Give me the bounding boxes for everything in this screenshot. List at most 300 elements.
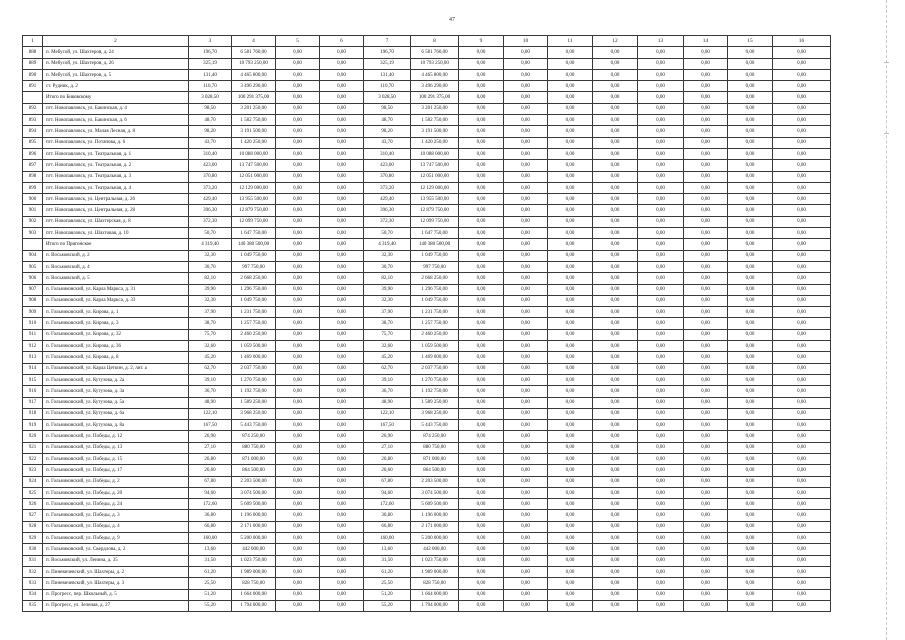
value-cell: 0,00 — [593, 228, 638, 239]
value-cell: 0,00 — [638, 589, 684, 600]
value-cell: 0,00 — [504, 216, 548, 227]
row-number-cell: 904 — [23, 250, 43, 261]
value-cell: 0,00 — [548, 555, 593, 566]
value-cell: 372,30 — [189, 216, 232, 227]
value-cell: 0,00 — [504, 115, 548, 126]
value-cell: 0,00 — [728, 352, 773, 363]
value-cell: 0,00 — [504, 126, 548, 137]
value-cell: 1 196 000,00 — [232, 510, 276, 521]
value-cell: 0,00 — [773, 363, 831, 374]
value-cell: 12 129 000,00 — [411, 182, 459, 193]
row-number-cell: 930 — [23, 544, 43, 555]
value-cell: 0,00 — [276, 420, 320, 431]
value-cell: 429,40 — [364, 194, 411, 205]
value-cell: 39,90 — [364, 284, 411, 295]
value-cell: 0,00 — [548, 92, 593, 103]
value-cell: 0,00 — [684, 329, 728, 340]
value-cell: 0,00 — [276, 160, 320, 171]
value-cell: 167,50 — [189, 420, 232, 431]
value-cell: 370,80 — [364, 171, 411, 182]
value-cell: 0,00 — [593, 171, 638, 182]
value-cell: 0,00 — [638, 69, 684, 80]
value-cell: 0,00 — [773, 58, 831, 69]
value-cell: 0,00 — [548, 408, 593, 419]
value-cell: 2 171 000,00 — [411, 521, 459, 532]
value-cell: 12 099 750,00 — [232, 216, 276, 227]
value-cell: 0,00 — [773, 148, 831, 159]
row-number-cell: 894 — [23, 126, 43, 137]
row-number-cell: 890 — [23, 69, 43, 80]
column-number-header: 6 — [320, 36, 364, 47]
value-cell: 1 049 750,00 — [232, 295, 276, 306]
value-cell: 2 037 750,00 — [411, 363, 459, 374]
value-cell: 0,00 — [320, 171, 364, 182]
address-cell: п. Восьмовский, д. 4 — [43, 261, 189, 272]
value-cell: 0,00 — [728, 307, 773, 318]
value-cell: 0,00 — [684, 453, 728, 464]
value-cell: 0,00 — [548, 284, 593, 295]
value-cell: 0,00 — [684, 521, 728, 532]
value-cell: 48,70 — [364, 115, 411, 126]
value-cell: 0,00 — [320, 499, 364, 510]
value-cell: 1 049 750,00 — [411, 250, 459, 261]
value-cell: 0,00 — [276, 239, 320, 250]
value-cell: 0,00 — [320, 47, 364, 58]
value-cell: 442 000,00 — [232, 544, 276, 555]
value-cell: 0,00 — [728, 318, 773, 329]
value-cell: 3 074 500,00 — [232, 487, 276, 498]
value-cell: 0,00 — [593, 81, 638, 92]
value-cell: 1 059 500,00 — [411, 341, 459, 352]
value-cell: 0,00 — [320, 465, 364, 476]
table-row — [23, 216, 831, 227]
value-cell: 140 380 500,00 — [411, 239, 459, 250]
value-cell: 0,00 — [548, 137, 593, 148]
value-cell: 0,00 — [684, 261, 728, 272]
value-cell: 0,00 — [459, 284, 504, 295]
row-number-cell: 910 — [23, 318, 43, 329]
value-cell: 0,00 — [773, 510, 831, 521]
value-cell: 0,00 — [459, 239, 504, 250]
value-cell: 0,00 — [593, 420, 638, 431]
value-cell: 4 465 800,00 — [232, 69, 276, 80]
column-number-header: 10 — [504, 36, 548, 47]
address-cell: пгт. Новопавловск, ул. Бакинская, д. 6 — [43, 115, 189, 126]
value-cell: 0,00 — [504, 160, 548, 171]
value-cell: 0,00 — [638, 363, 684, 374]
value-cell: 0,00 — [504, 205, 548, 216]
value-cell: 0,00 — [773, 261, 831, 272]
value-cell: 0,00 — [504, 589, 548, 600]
value-cell: 12 129 000,00 — [232, 182, 276, 193]
value-cell: 0,00 — [593, 465, 638, 476]
value-cell: 0,00 — [548, 363, 593, 374]
value-cell: 3 968 250,00 — [411, 408, 459, 419]
value-cell: 12 879 750,00 — [411, 205, 459, 216]
value-cell: 0,00 — [276, 600, 320, 611]
value-cell: 0,00 — [593, 476, 638, 487]
table-row — [23, 442, 831, 453]
value-cell: 0,00 — [638, 250, 684, 261]
value-cell: 0,00 — [638, 47, 684, 58]
value-cell: 50,70 — [189, 228, 232, 239]
value-cell: 1 664 000,00 — [232, 589, 276, 600]
value-cell: 110,70 — [364, 81, 411, 92]
value-cell: 0,00 — [638, 329, 684, 340]
value-cell: 0,00 — [638, 408, 684, 419]
value-cell: 0,00 — [638, 374, 684, 385]
value-cell: 880 750,00 — [232, 442, 276, 453]
value-cell: 0,00 — [320, 250, 364, 261]
value-cell: 1 192 750,00 — [411, 386, 459, 397]
value-cell: 423,00 — [189, 160, 232, 171]
value-cell: 0,00 — [504, 566, 548, 577]
value-cell: 0,00 — [459, 442, 504, 453]
value-cell: 0,00 — [320, 476, 364, 487]
value-cell: 0,00 — [320, 420, 364, 431]
table-row — [23, 521, 831, 532]
row-number-cell: 935 — [23, 600, 43, 611]
value-cell: 1 059 500,00 — [232, 341, 276, 352]
value-cell: 0,00 — [276, 521, 320, 532]
value-cell: 0,00 — [548, 148, 593, 159]
value-cell: 0,00 — [684, 544, 728, 555]
value-cell: 1 664 000,00 — [411, 589, 459, 600]
value-cell: 0,00 — [638, 126, 684, 137]
address-cell: п. Гольниковский, ул. Победы, д. 13 — [43, 442, 189, 453]
value-cell: 0,00 — [459, 295, 504, 306]
row-number-cell: 934 — [23, 589, 43, 600]
value-cell: 0,00 — [459, 578, 504, 589]
value-cell: 0,00 — [459, 487, 504, 498]
value-cell: 0,00 — [728, 273, 773, 284]
value-cell: 0,00 — [638, 578, 684, 589]
value-cell: 0,00 — [320, 408, 364, 419]
table-row — [23, 69, 831, 80]
value-cell: 0,00 — [638, 510, 684, 521]
value-cell: 98,20 — [189, 126, 232, 137]
value-cell: 0,00 — [320, 216, 364, 227]
value-cell: 55,20 — [189, 600, 232, 611]
table-row — [23, 205, 831, 216]
address-cell: п. Пиневичевский, ул. Шахтеры, д. 3 — [43, 578, 189, 589]
value-cell: 0,00 — [276, 216, 320, 227]
value-cell: 0,00 — [593, 194, 638, 205]
value-cell: 0,00 — [459, 160, 504, 171]
value-cell: 0,00 — [276, 533, 320, 544]
value-cell: 0,00 — [276, 386, 320, 397]
value-cell: 131,40 — [189, 69, 232, 80]
value-cell: 0,00 — [548, 533, 593, 544]
value-cell: 6 581 760,00 — [411, 47, 459, 58]
value-cell: 140 380 500,00 — [232, 239, 276, 250]
value-cell: 997 750,00 — [232, 261, 276, 272]
value-cell: 0,00 — [459, 341, 504, 352]
value-cell: 0,00 — [773, 239, 831, 250]
value-cell: 94,60 — [364, 487, 411, 498]
address-cell: пгт. Новопавловск, ул. Шахтовая, д. 10 — [43, 228, 189, 239]
value-cell: 0,00 — [459, 420, 504, 431]
value-cell: 0,00 — [684, 250, 728, 261]
table-row — [23, 374, 831, 385]
table-row — [23, 47, 831, 58]
value-cell: 25,50 — [364, 578, 411, 589]
value-cell: 122,10 — [189, 408, 232, 419]
value-cell: 0,00 — [638, 205, 684, 216]
table-row — [23, 566, 831, 577]
value-cell: 0,00 — [320, 589, 364, 600]
value-cell: 0,00 — [548, 578, 593, 589]
value-cell: 0,00 — [548, 295, 593, 306]
value-cell: 0,00 — [728, 295, 773, 306]
value-cell: 0,00 — [638, 453, 684, 464]
value-cell: 0,00 — [320, 397, 364, 408]
column-number-header: 5 — [276, 36, 320, 47]
address-cell: п. Гольниковский, ул. Кирова, д. 1 — [43, 307, 189, 318]
value-cell: 0,00 — [320, 510, 364, 521]
table-row — [23, 318, 831, 329]
value-cell: 0,00 — [548, 341, 593, 352]
value-cell: 864 500,00 — [232, 465, 276, 476]
value-cell: 0,00 — [276, 578, 320, 589]
value-cell: 0,00 — [773, 126, 831, 137]
value-cell: 0,00 — [504, 69, 548, 80]
row-number-cell: 912 — [23, 341, 43, 352]
value-cell: 0,00 — [276, 205, 320, 216]
value-cell: 110,70 — [189, 81, 232, 92]
address-cell: п. Гольниковский, ул. Карла Маркса, д. 31 — [43, 284, 189, 295]
value-cell: 0,00 — [638, 239, 684, 250]
value-cell: 0,00 — [728, 216, 773, 227]
value-cell: 0,00 — [320, 58, 364, 69]
value-cell: 0,00 — [684, 465, 728, 476]
value-cell: 0,00 — [728, 92, 773, 103]
value-cell: 0,00 — [593, 160, 638, 171]
table-row — [23, 160, 831, 171]
value-cell: 396,30 — [364, 205, 411, 216]
value-cell: 0,00 — [504, 533, 548, 544]
row-number-cell: 902 — [23, 216, 43, 227]
table-row — [23, 58, 831, 69]
value-cell: 0,00 — [638, 58, 684, 69]
column-number-header: 3 — [189, 36, 232, 47]
value-cell: 0,00 — [638, 465, 684, 476]
value-cell: 5 443 750,00 — [411, 420, 459, 431]
value-cell: 0,00 — [548, 171, 593, 182]
value-cell: 0,00 — [728, 126, 773, 137]
value-cell: 1 049 750,00 — [411, 295, 459, 306]
value-cell: 26,60 — [364, 465, 411, 476]
value-cell: 0,00 — [638, 81, 684, 92]
value-cell: 0,00 — [728, 544, 773, 555]
row-number-cell: 901 — [23, 205, 43, 216]
value-cell: 0,00 — [459, 250, 504, 261]
row-number-cell: 893 — [23, 115, 43, 126]
value-cell: 0,00 — [728, 386, 773, 397]
value-cell: 310,40 — [189, 148, 232, 159]
table-row — [23, 171, 831, 182]
value-cell: 0,00 — [459, 69, 504, 80]
register-table — [22, 35, 831, 612]
value-cell: 0,00 — [548, 261, 593, 272]
value-cell: 0,00 — [773, 533, 831, 544]
value-cell: 0,00 — [773, 69, 831, 80]
table-row — [23, 103, 831, 114]
value-cell: 3 496 290,00 — [232, 81, 276, 92]
value-cell: 13,60 — [189, 544, 232, 555]
value-cell: 0,00 — [548, 465, 593, 476]
value-cell: 0,00 — [684, 533, 728, 544]
value-cell: 874 250,00 — [232, 431, 276, 442]
value-cell: 0,00 — [459, 408, 504, 419]
value-cell: 0,00 — [773, 329, 831, 340]
value-cell: 871 000,00 — [411, 453, 459, 464]
value-cell: 1 420 250,00 — [411, 137, 459, 148]
row-number-cell: 924 — [23, 476, 43, 487]
value-cell: 0,00 — [504, 397, 548, 408]
value-cell: 0,00 — [276, 295, 320, 306]
value-cell: 0,00 — [320, 103, 364, 114]
value-cell: 0,00 — [638, 194, 684, 205]
row-number-cell: 911 — [23, 329, 43, 340]
value-cell: 26,90 — [189, 431, 232, 442]
value-cell: 0,00 — [684, 487, 728, 498]
register-body — [23, 36, 831, 612]
value-cell: 0,00 — [459, 126, 504, 137]
row-number-cell: 909 — [23, 307, 43, 318]
value-cell: 0,00 — [638, 261, 684, 272]
table-row — [23, 137, 831, 148]
value-cell: 0,00 — [320, 160, 364, 171]
value-cell: 1 582 750,00 — [232, 115, 276, 126]
value-cell: 0,00 — [459, 92, 504, 103]
value-cell: 310,40 — [364, 148, 411, 159]
value-cell: 0,00 — [276, 363, 320, 374]
value-cell: 0,00 — [320, 69, 364, 80]
value-cell: 1 420 250,00 — [232, 137, 276, 148]
value-cell: 0,00 — [459, 307, 504, 318]
value-cell: 0,00 — [276, 182, 320, 193]
value-cell: 0,00 — [504, 578, 548, 589]
value-cell: 880 750,00 — [411, 442, 459, 453]
value-cell: 0,00 — [593, 295, 638, 306]
value-cell: 0,00 — [548, 103, 593, 114]
value-cell: 27,10 — [364, 442, 411, 453]
address-cell: Итого по Пригонское — [43, 239, 189, 250]
value-cell: 98,20 — [364, 126, 411, 137]
value-cell: 0,00 — [459, 386, 504, 397]
value-cell: 75,70 — [364, 329, 411, 340]
value-cell: 0,00 — [320, 487, 364, 498]
value-cell: 0,00 — [638, 137, 684, 148]
value-cell: 0,00 — [504, 510, 548, 521]
value-cell: 0,00 — [638, 295, 684, 306]
value-cell: 0,00 — [504, 352, 548, 363]
value-cell: 13 747 500,00 — [232, 160, 276, 171]
value-cell: 0,00 — [593, 374, 638, 385]
value-cell: 0,00 — [773, 544, 831, 555]
value-cell: 43,70 — [189, 137, 232, 148]
value-cell: 0,00 — [773, 284, 831, 295]
value-cell: 0,00 — [459, 589, 504, 600]
value-cell: 0,00 — [504, 487, 548, 498]
value-cell: 0,00 — [276, 453, 320, 464]
row-number-cell: 919 — [23, 420, 43, 431]
value-cell: 0,00 — [459, 47, 504, 58]
table-row — [23, 148, 831, 159]
value-cell: 4 319,40 — [189, 239, 232, 250]
value-cell: 0,00 — [684, 318, 728, 329]
value-cell: 0,00 — [276, 476, 320, 487]
value-cell: 0,00 — [548, 250, 593, 261]
column-number-header: 11 — [548, 36, 593, 47]
row-number-cell: 913 — [23, 352, 43, 363]
value-cell: 0,00 — [773, 420, 831, 431]
address-cell: пгт. Новопавловск, ул. Центральная, д. 26 — [43, 194, 189, 205]
value-cell: 0,00 — [504, 431, 548, 442]
row-number-cell: 896 — [23, 148, 43, 159]
value-cell: 0,00 — [548, 216, 593, 227]
value-cell: 0,00 — [320, 137, 364, 148]
value-cell: 0,00 — [684, 555, 728, 566]
value-cell: 55,20 — [364, 600, 411, 611]
value-cell: 2 668 250,00 — [411, 273, 459, 284]
value-cell: 0,00 — [459, 431, 504, 442]
value-cell: 0,00 — [504, 250, 548, 261]
value-cell: 39,90 — [189, 284, 232, 295]
value-cell: 36,70 — [189, 386, 232, 397]
value-cell: 0,00 — [684, 374, 728, 385]
value-cell: 30,70 — [364, 261, 411, 272]
value-cell: 12 879 750,00 — [232, 205, 276, 216]
value-cell: 0,00 — [548, 510, 593, 521]
value-cell: 0,00 — [276, 374, 320, 385]
value-cell: 0,00 — [684, 578, 728, 589]
value-cell: 12 051 000,00 — [232, 171, 276, 182]
value-cell: 0,00 — [459, 453, 504, 464]
value-cell: 0,00 — [320, 566, 364, 577]
value-cell: 0,00 — [548, 476, 593, 487]
value-cell: 0,00 — [638, 182, 684, 193]
value-cell: 0,00 — [638, 487, 684, 498]
value-cell: 0,00 — [728, 261, 773, 272]
row-number-cell: 928 — [23, 521, 43, 532]
row-number-cell: 931 — [23, 555, 43, 566]
value-cell: 0,00 — [459, 148, 504, 159]
address-cell: пгт. Новопавловск, ул. Театральная, д. 3 — [43, 171, 189, 182]
value-cell: 66,80 — [189, 521, 232, 532]
value-cell: 0,00 — [638, 533, 684, 544]
value-cell: 1 296 750,00 — [232, 284, 276, 295]
value-cell: 12 051 000,00 — [411, 171, 459, 182]
value-cell: 196,70 — [189, 47, 232, 58]
value-cell: 0,00 — [276, 442, 320, 453]
value-cell: 2 460 250,00 — [232, 329, 276, 340]
value-cell: 0,00 — [320, 115, 364, 126]
address-cell: ст. Рудник, д. 2 — [43, 81, 189, 92]
value-cell: 0,00 — [684, 397, 728, 408]
value-cell: 0,00 — [276, 126, 320, 137]
value-cell: 0,00 — [593, 555, 638, 566]
value-cell: 1 231 750,00 — [232, 307, 276, 318]
value-cell: 0,00 — [728, 329, 773, 340]
row-number-cell: 899 — [23, 182, 43, 193]
table-row — [23, 329, 831, 340]
address-cell: пгт. Новопавловск, ул. Театральная, д. 2 — [43, 160, 189, 171]
value-cell: 871 000,00 — [232, 453, 276, 464]
value-cell: 5 609 500,00 — [411, 499, 459, 510]
value-cell: 0,00 — [548, 544, 593, 555]
